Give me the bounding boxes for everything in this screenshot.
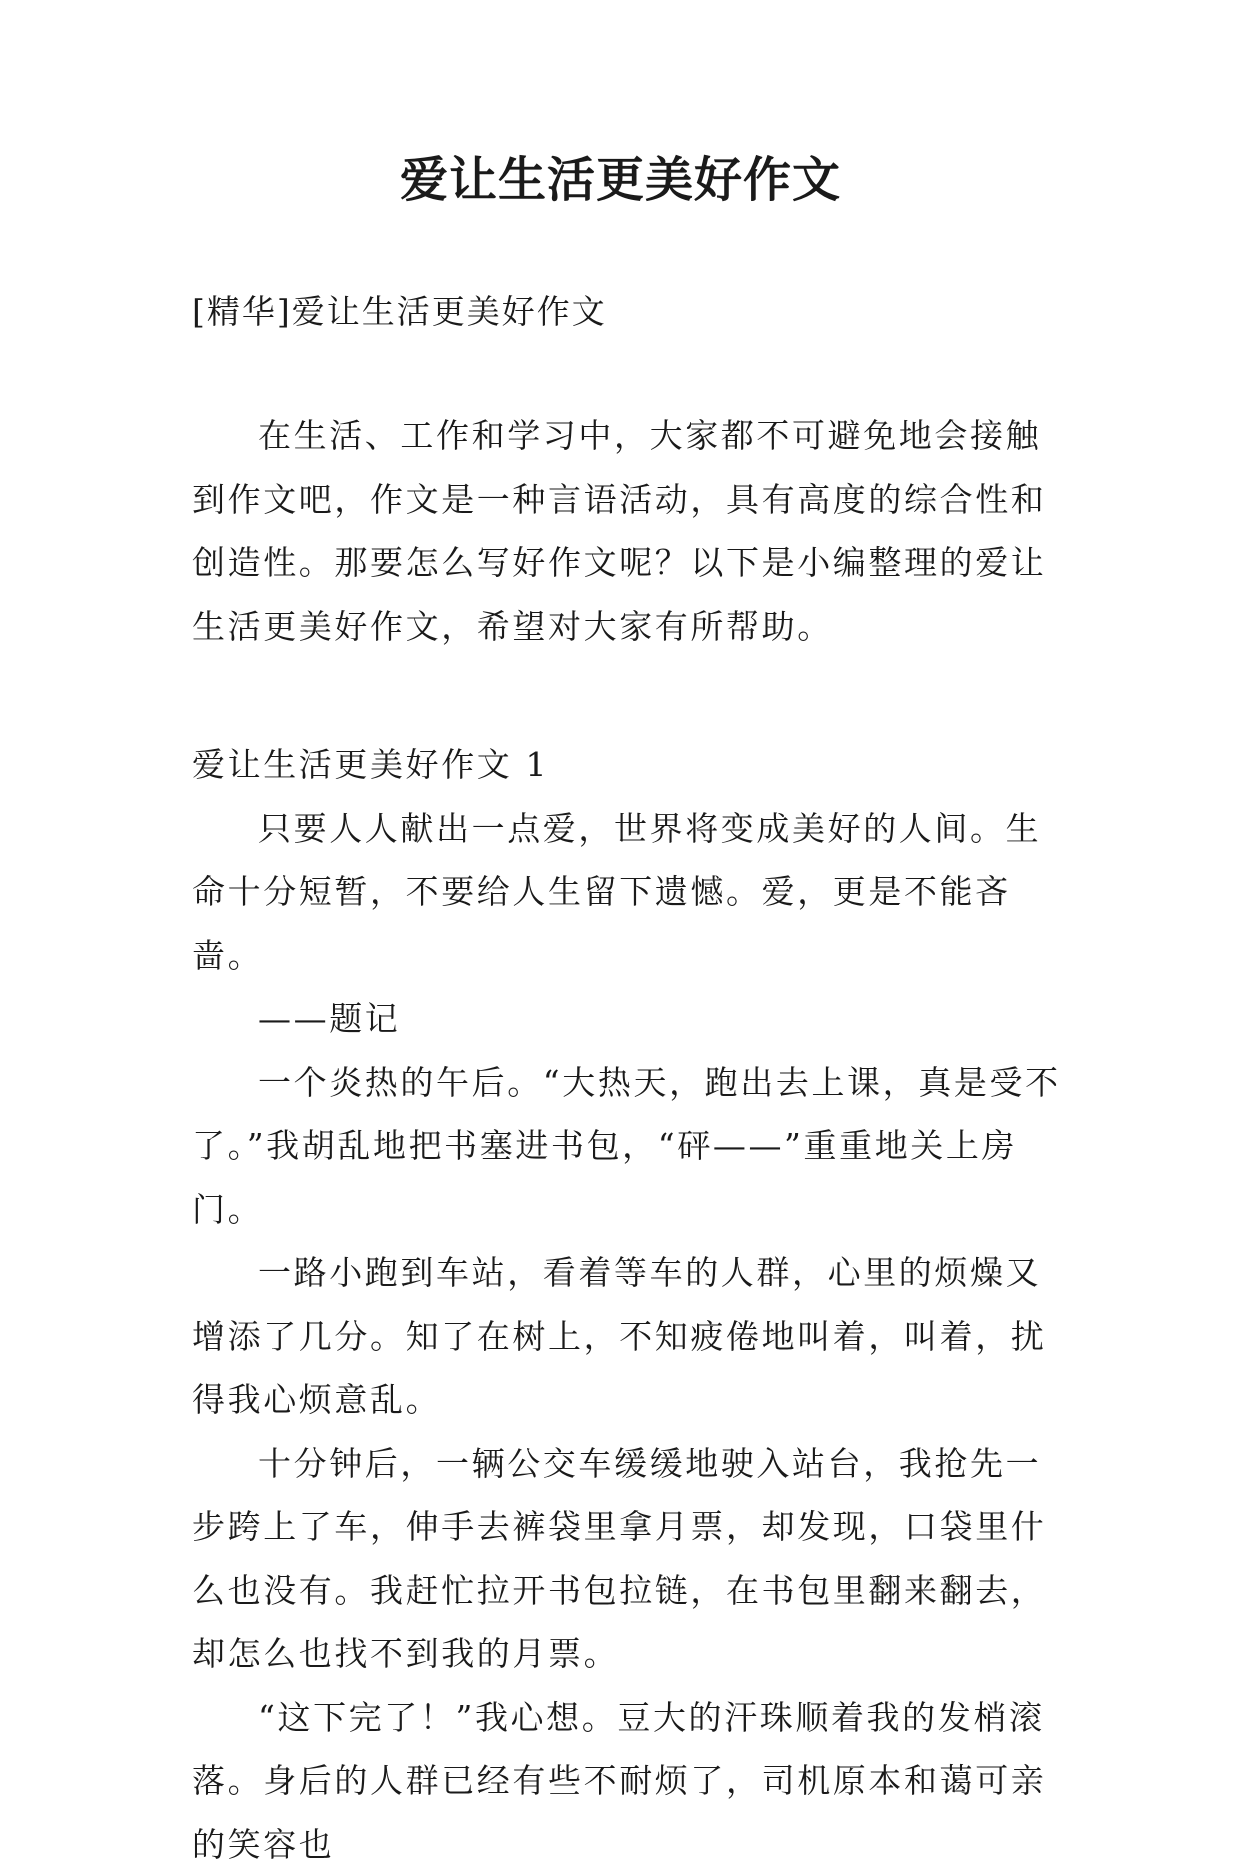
paragraph-gap	[192, 658, 1072, 733]
body-paragraph: 只要人人献出一点爱，世界将变成美好的人间。生命十分短暂，不要给人生留下遗憾。爱，更是不能吝啬。	[192, 797, 1072, 988]
epigraph-attribution: ——题记	[192, 987, 1072, 1051]
body-paragraph: 一路小跑到车站，看着等车的人群，心里的烦燥又增添了几分。知了在树上，不知疲倦地叫着，叫着，扰得我心烦意乱。	[192, 1241, 1072, 1432]
body-paragraph: “这下完了！”我心想。豆大的汗珠顺着我的发梢滚落。身后的人群已经有些不耐烦了，司机原本和蔼可亲的笑容也	[192, 1686, 1072, 1876]
document-subtitle: [精华]爱让生活更美好作文	[192, 288, 607, 336]
section-heading: 爱让生活更美好作文 1	[192, 733, 1072, 797]
body-paragraph: 一个炎热的午后。“大热天，跑出去上课，真是受不了。”我胡乱地把书塞进书包，“砰——”重重地关上房门。	[192, 1051, 1072, 1242]
intro-paragraph: 在生活、工作和学习中，大家都不可避免地会接触到作文吧，作文是一种言语活动，具有高度的综合性和创造性。那要怎么写好作文呢？以下是小编整理的爱让生活更美好作文，希望对大家有所帮助。	[192, 404, 1072, 658]
document-body	[192, 404, 1072, 1876]
body-paragraph: 十分钟后，一辆公交车缓缓地驶入站台，我抢先一步跨上了车，伸手去裤袋里拿月票，却发现，口袋里什么也没有。我赶忙拉开书包拉链，在书包里翻来翻去，却怎么也找不到我的月票。	[192, 1432, 1072, 1686]
document-title: 爱让生活更美好作文	[0, 150, 1241, 210]
